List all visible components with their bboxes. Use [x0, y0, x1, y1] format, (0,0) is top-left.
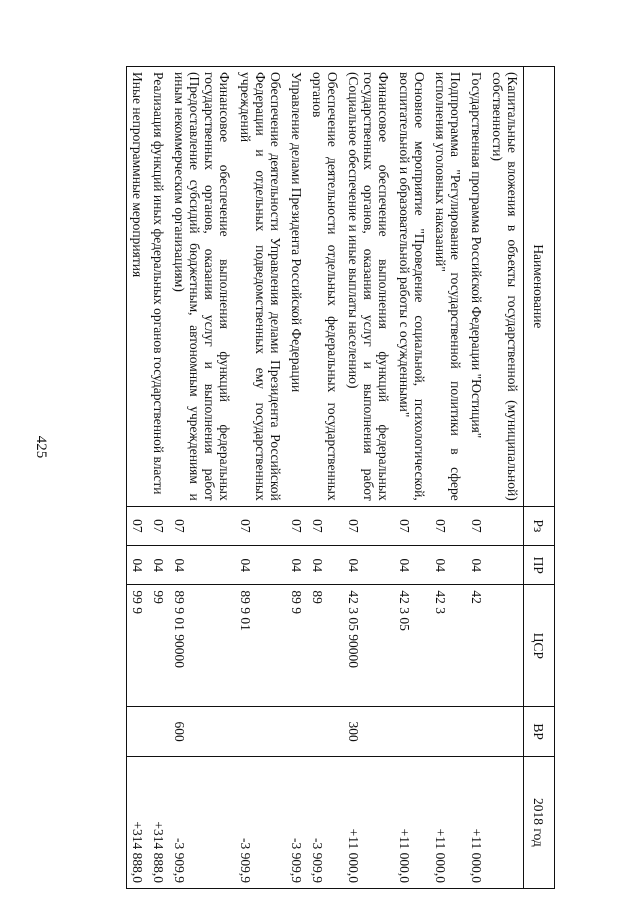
- cell-vr: [286, 707, 307, 756]
- cell-rz: 07: [394, 506, 430, 545]
- table-row: [127, 67, 149, 889]
- cell-vr: [148, 707, 169, 756]
- table-row: [466, 67, 487, 889]
- cell-name: Иные непрограммные мероприятия: [127, 67, 149, 507]
- cell-csr: 89 9: [286, 585, 307, 707]
- cell-csr: 99: [148, 585, 169, 707]
- header-csr: ЦСР: [524, 585, 555, 707]
- cell-vr: [127, 707, 149, 756]
- header-year: 2018 год: [524, 756, 555, 888]
- cell-name: (Капитальные вложения в объекты государственной (муниципальной) собственности): [487, 67, 524, 507]
- cell-year-value: +314 888,0: [148, 756, 169, 888]
- cell-csr: 89 9 01: [235, 585, 286, 707]
- cell-rz: 07: [307, 506, 343, 545]
- table-row: [430, 67, 466, 889]
- cell-name: Обеспечение деятельности Управления делами Президента Российской Федерации и отдельных подведомственных ему государственных учреждений: [235, 67, 286, 507]
- cell-csr: 99 9: [127, 585, 149, 707]
- header-name: Наименование: [524, 67, 555, 507]
- cell-vr: [430, 707, 466, 756]
- cell-csr: 42 3 05: [394, 585, 430, 707]
- cell-year-value: +11 000,0: [394, 756, 430, 888]
- cell-rz: 07: [286, 506, 307, 545]
- cell-pr: 04: [148, 546, 169, 585]
- cell-name: Реализация функций иных федеральных органов государственной власти: [148, 67, 169, 507]
- cell-vr: [235, 707, 286, 756]
- cell-vr: [466, 707, 487, 756]
- cell-year-value: +314 888,0: [127, 756, 149, 888]
- cell-pr: 04: [127, 546, 149, 585]
- budget-table: [126, 66, 555, 889]
- cell-year-value: +11 000,0: [343, 756, 394, 888]
- cell-name: Основное мероприятие "Проведение социальной, психологической, воспитательной и образовательной работы с осужденными": [394, 67, 430, 507]
- table-row: [286, 67, 307, 889]
- cell-vr: 600: [169, 707, 235, 756]
- cell-csr: [487, 585, 524, 707]
- table-row: [169, 67, 235, 889]
- cell-name: Управление делами Президента Российской Федерации: [286, 67, 307, 507]
- cell-name: Государственная программа Российской Федерации "Юстиция": [466, 67, 487, 507]
- cell-name: Подпрограмма "Регулирование государственной политики в сфере исполнения уголовных наказаний": [430, 67, 466, 507]
- table-row: [343, 67, 394, 889]
- cell-pr: 04: [169, 546, 235, 585]
- cell-name: Финансовое обеспечение выполнения функций федеральных государственных органов, оказания услуг и выполнения работ (Социальное обеспечение и иные выплаты населению): [343, 67, 394, 507]
- cell-pr: [487, 546, 524, 585]
- cell-csr: 42 3 05 90000: [343, 585, 394, 707]
- header-vr: ВР: [524, 707, 555, 756]
- cell-year-value: +11 000,0: [466, 756, 487, 888]
- cell-rz: [487, 506, 524, 545]
- table-row: [148, 67, 169, 889]
- table-row: [487, 67, 524, 889]
- cell-rz: 07: [466, 506, 487, 545]
- cell-vr: [394, 707, 430, 756]
- cell-csr: 89: [307, 585, 343, 707]
- table-row: [394, 67, 430, 889]
- table-row: [307, 67, 343, 889]
- cell-rz: 07: [148, 506, 169, 545]
- cell-year-value: -3 909,9: [307, 756, 343, 888]
- cell-year-value: +11 000,0: [430, 756, 466, 888]
- cell-pr: 04: [466, 546, 487, 585]
- table-body: [127, 67, 524, 889]
- cell-rz: 07: [343, 506, 394, 545]
- table-header-row: [524, 67, 555, 889]
- header-pr: ПР: [524, 546, 555, 585]
- page-number: 425: [33, 435, 49, 459]
- cell-name: Обеспечение деятельности отдельных федеральных государственных органов: [307, 67, 343, 507]
- cell-vr: [307, 707, 343, 756]
- cell-name: Финансовое обеспечение выполнения функций федеральных государственных органов, оказания услуг и выполнения работ (Предоставление субсидий бюджетным, автономным учреждениям и иным некоммерческим организациям): [169, 67, 235, 507]
- cell-csr: 89 9 01 90000: [169, 585, 235, 707]
- cell-vr: 300: [343, 707, 394, 756]
- cell-csr: 42: [466, 585, 487, 707]
- table-row: [235, 67, 286, 889]
- cell-pr: 04: [235, 546, 286, 585]
- cell-year-value: -3 909,9: [286, 756, 307, 888]
- cell-rz: 07: [235, 506, 286, 545]
- cell-year-value: -3 909,9: [235, 756, 286, 888]
- cell-pr: 04: [430, 546, 466, 585]
- cell-pr: 04: [286, 546, 307, 585]
- cell-vr: [487, 707, 524, 756]
- cell-pr: 04: [394, 546, 430, 585]
- cell-rz: 07: [127, 506, 149, 545]
- cell-pr: 04: [307, 546, 343, 585]
- cell-year-value: -3 909,9: [169, 756, 235, 888]
- cell-rz: 07: [169, 506, 235, 545]
- cell-csr: 42 3: [430, 585, 466, 707]
- cell-year-value: [487, 756, 524, 888]
- cell-rz: 07: [430, 506, 466, 545]
- cell-pr: 04: [343, 546, 394, 585]
- header-rz: Рз: [524, 506, 555, 545]
